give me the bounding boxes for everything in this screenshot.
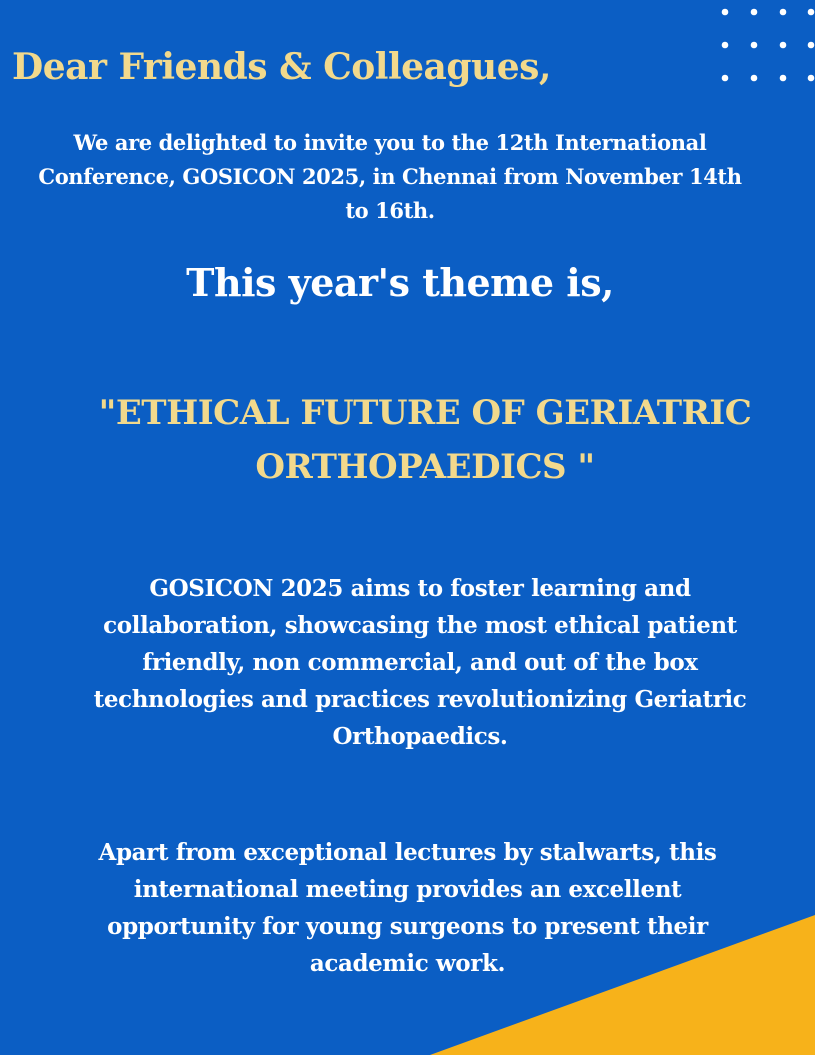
dot-grid-decoration-icon bbox=[715, 4, 815, 88]
aims-line: Orthopaedics. bbox=[332, 723, 508, 750]
intro-line: Conference, GOSICON 2025, in Chennai from November 14th bbox=[38, 164, 742, 189]
intro-line: We are delighted to invite you to the 12th International bbox=[73, 130, 707, 155]
intro-paragraph bbox=[30, 126, 750, 228]
closing-line: opportunity for young surgeons to present their bbox=[107, 913, 708, 940]
closing-paragraph bbox=[60, 834, 755, 982]
theme-lead-heading: This year's theme is, bbox=[186, 260, 614, 305]
theme-line: "ETHICAL FUTURE OF GERIATRIC bbox=[98, 393, 752, 433]
aims-line: friendly, non commercial, and out of the box bbox=[142, 649, 698, 676]
intro-line: to 16th. bbox=[345, 198, 435, 223]
closing-line: Apart from exceptional lectures by stalwarts, this bbox=[98, 839, 717, 866]
aims-paragraph bbox=[70, 570, 770, 755]
aims-line: technologies and practices revolutionizing Geriatric bbox=[93, 686, 747, 713]
closing-line: academic work. bbox=[309, 950, 506, 977]
theme-line: ORTHOPAEDICS " bbox=[255, 447, 595, 487]
greeting-heading: Dear Friends & Colleagues, bbox=[12, 46, 551, 88]
closing-line: international meeting provides an excellent bbox=[133, 876, 682, 903]
theme-title bbox=[90, 386, 760, 494]
aims-line: GOSICON 2025 aims to foster learning and bbox=[149, 575, 691, 602]
aims-line: collaboration, showcasing the most ethical patient bbox=[103, 612, 737, 639]
